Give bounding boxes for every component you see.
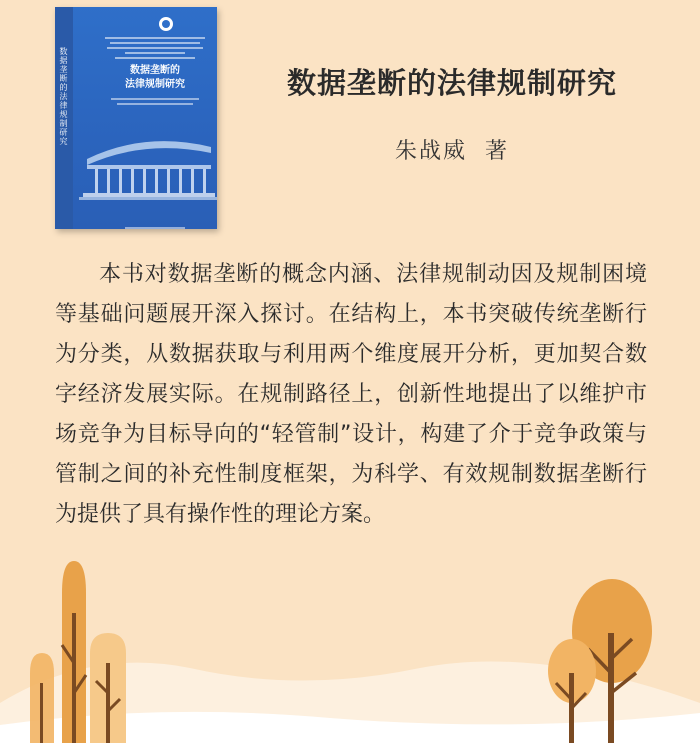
page-title: 数据垄断的法律规制研究 [286,66,617,100]
book-spine-title: 数据垄断的法律规制研究 [59,47,68,146]
book-spine [55,7,73,229]
book-english-subtitle-2 [117,103,193,105]
left-tree-group [30,561,126,743]
book-cover [55,7,217,229]
book-author: 朱战威 著 [395,139,509,164]
book-cover-title [95,64,215,92]
book-series-lines [95,37,215,62]
book-cover-title-line2: 法律规制研究 [125,79,185,90]
book-description: 本书对数据垄断的概念内涵、法律规制动因及规制困境等基础问题展开深入探讨。在结构上，本书突破传统垄断行为分类，从数据获取与利用两个维度展开分析，更加契合数字经济发展实际。在规制路径上，创新性地提出了以维护市场竞争为目标导向的“轻管制”设计，构建了介于竞争政策与管制之间的补充性制度框架，为科学、有效规制数据垄断行为提供了具有操作性的理论方案。 [55,262,647,527]
book-publisher-mark [95,215,215,219]
autumn-trees-illustration [0,553,700,743]
publisher-emblem-icon [159,17,173,31]
colonnade-illustration-icon [73,125,217,205]
book-cover-title-line1: 数据垄断的 [130,65,180,76]
book-english-subtitle [111,98,199,100]
